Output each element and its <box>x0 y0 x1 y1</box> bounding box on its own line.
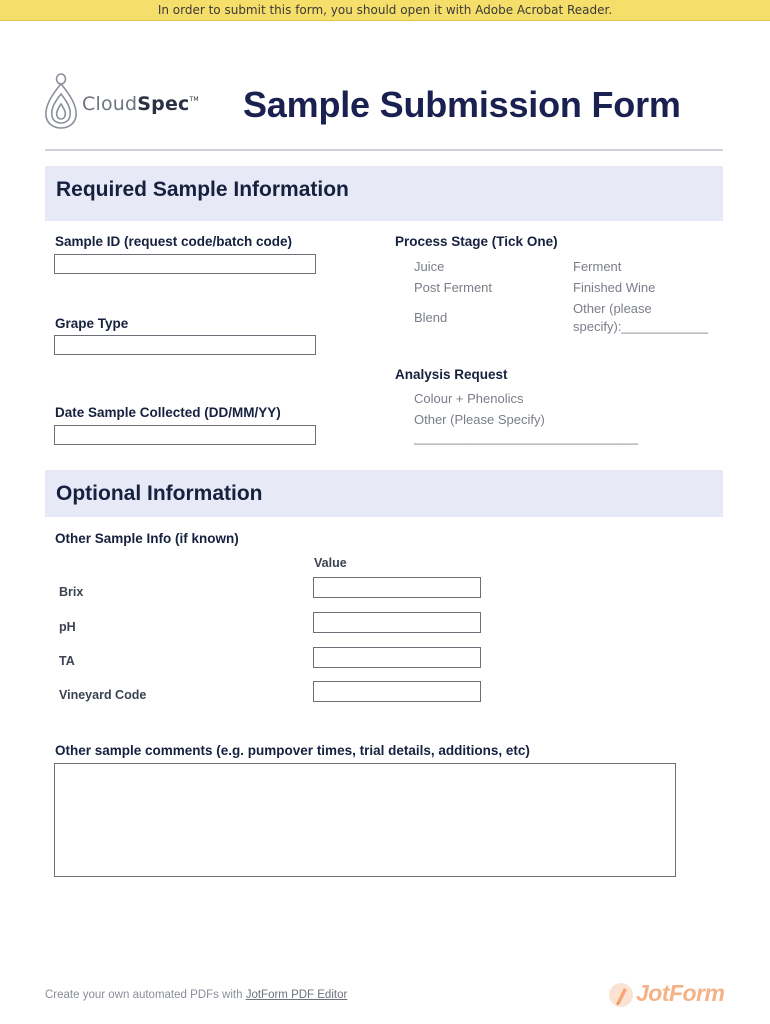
title-divider <box>45 149 723 151</box>
process-option-blend[interactable]: Blend <box>414 310 448 325</box>
footer-credit: Create your own automated PDFs with JotForm PDF Editor <box>45 989 348 1001</box>
sample-id-field[interactable] <box>54 254 316 274</box>
other-sample-info-label: Other Sample Info (if known) <box>55 531 239 546</box>
jotform-pencil-icon <box>608 982 634 1008</box>
ta-label: TA <box>59 654 75 668</box>
process-option-other[interactable]: Other (please <box>573 301 652 316</box>
vineyard-code-label: Vineyard Code <box>59 688 147 702</box>
ph-label: pH <box>59 620 76 634</box>
brix-label: Brix <box>59 585 84 599</box>
analysis-option-other[interactable]: Other (Please Specify) <box>414 412 545 427</box>
process-option-other-specify[interactable]: specify):____________ <box>573 319 709 334</box>
vineyard-code-value-field[interactable] <box>313 681 481 702</box>
brix-value-field[interactable] <box>313 577 481 598</box>
acrobat-notice-banner: In order to submit this form, you should open it with Adobe Acrobat Reader. <box>0 0 770 21</box>
comments-textarea[interactable] <box>54 763 676 877</box>
grape-type-label: Grape Type <box>55 316 129 331</box>
jotform-brand: JotForm <box>636 980 725 1006</box>
jotform-editor-link[interactable]: JotForm PDF Editor <box>245 989 348 1001</box>
process-option-juice[interactable]: Juice <box>414 259 445 274</box>
page-title: Sample Submission Form <box>243 84 681 125</box>
analysis-request-label: Analysis Request <box>395 367 508 382</box>
value-column-header: Value <box>314 556 347 570</box>
ph-value-field[interactable] <box>313 612 481 633</box>
grape-type-field[interactable] <box>54 335 316 355</box>
optional-section-heading: Optional Information <box>56 482 263 505</box>
sample-id-label: Sample ID (request code/batch code) <box>55 234 293 249</box>
required-section-heading: Required Sample Information <box>56 178 349 201</box>
analysis-option-colour-phenolics[interactable]: Colour + Phenolics <box>414 391 524 406</box>
process-option-ferment[interactable]: Ferment <box>573 259 622 274</box>
cloudspec-droplet-icon <box>42 72 80 130</box>
date-collected-label: Date Sample Collected (DD/MM/YY) <box>55 405 281 420</box>
required-section-header <box>45 166 723 221</box>
ta-value-field[interactable] <box>313 647 481 668</box>
cloudspec-logo-text: CloudSpec™ <box>82 93 199 115</box>
analysis-other-specify-line[interactable]: _______________________________ <box>414 430 639 445</box>
date-collected-field[interactable] <box>54 425 316 445</box>
process-option-finished-wine[interactable]: Finished Wine <box>573 280 656 295</box>
optional-section-header <box>45 470 723 517</box>
comments-label: Other sample comments (e.g. pumpover times, trial details, additions, etc) <box>55 743 530 758</box>
process-option-post-ferment[interactable]: Post Ferment <box>414 280 493 295</box>
process-stage-label: Process Stage (Tick One) <box>395 234 558 249</box>
